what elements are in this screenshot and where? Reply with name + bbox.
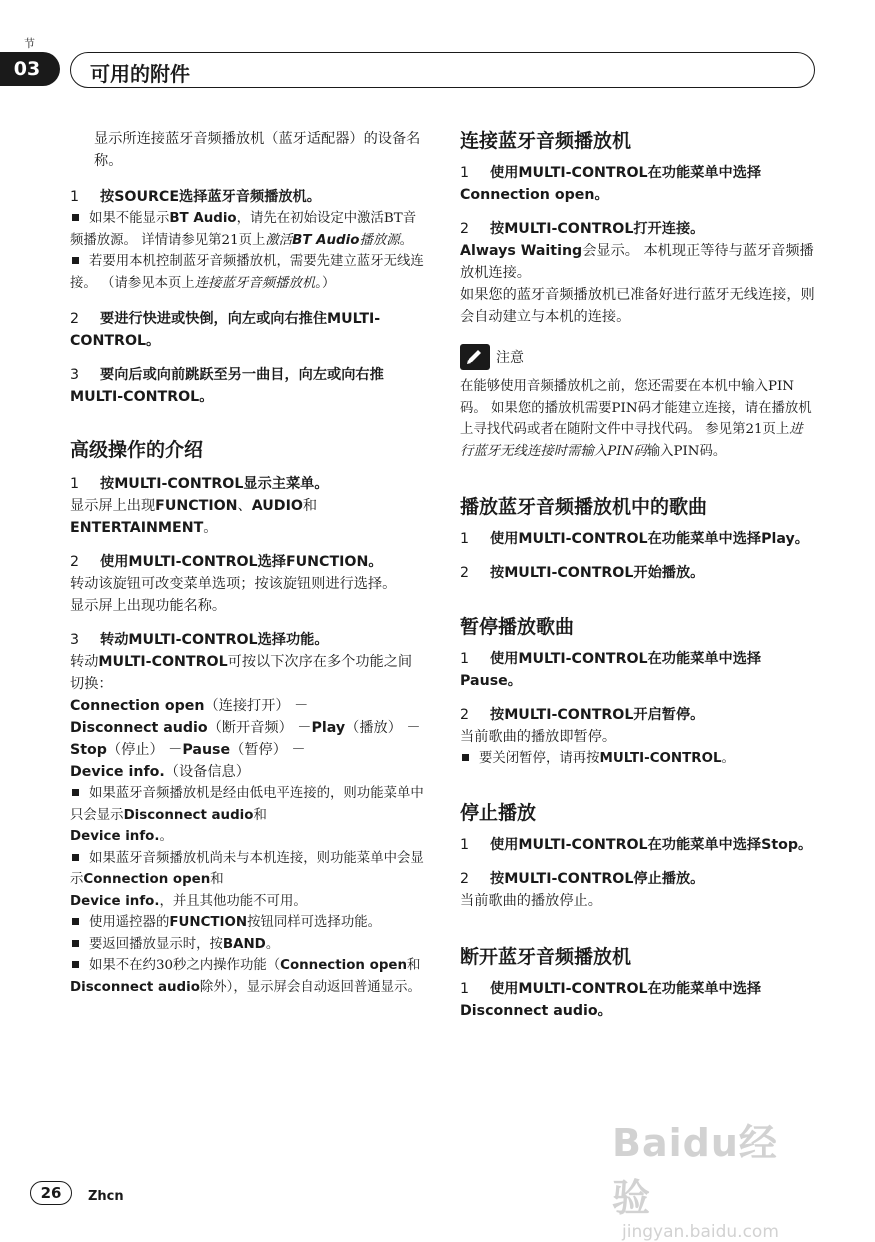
note-timeout: 如果不在约30秒之内操作功能（Connection open和Disconnect audio除外），显示屏会自动返回普通显示。	[70, 958, 421, 995]
step-open-connection: 2 按MULTI-CONTROL打开连接。	[460, 221, 705, 237]
function-sequence: Connection open（连接打开） － Disconnect audio（断开音频） －Play（播放） －Stop（停止） －Pause（暂停） － Device info.（设备信息）	[70, 698, 421, 780]
note-band: 要返回播放显示时，按BAND。	[70, 934, 425, 956]
section-label: 节	[24, 37, 35, 50]
heading-play: 播放蓝牙音频播放机中的歌曲	[460, 496, 708, 518]
bullet-icon	[462, 754, 469, 761]
bullet-icon	[72, 214, 79, 221]
step-select-play: 1 使用MULTI-CONTROL在功能菜单中选择Play。	[460, 531, 809, 547]
note-label: 注意	[496, 350, 524, 366]
note-connect-first: 若要用本机控制蓝牙音频播放机，需要先建立蓝牙无线连接。 （请参见本页上连接蓝牙音频播放机。）	[70, 254, 424, 291]
auto-connect-desc: 如果您的蓝牙音频播放机已准备好进行蓝牙无线连接，则会自动建立与本机的连接。	[460, 287, 815, 325]
heading-pause: 暂停播放歌曲	[460, 616, 575, 638]
main-menu-desc: 显示屏上出现FUNCTION、AUDIO和ENTERTAINMENT。	[70, 498, 318, 536]
watermark-url: jingyan.baidu.com	[622, 1222, 779, 1242]
bullet-icon	[72, 940, 79, 947]
page-number: 26	[30, 1181, 72, 1205]
step-enable-pause: 2 按MULTI-CONTROL开启暂停。	[460, 707, 705, 723]
note-not-connected: 如果蓝牙音频播放机尚未与本机连接，则功能菜单中会显示Connection open和 Device info.，并且其他功能不可用。	[70, 850, 424, 909]
step-main-menu: 1 按MULTI-CONTROL显示主菜单。	[70, 476, 329, 492]
bullet-icon	[72, 789, 79, 796]
step-select-function: 2 使用MULTI-CONTROL选择FUNCTION。	[70, 554, 383, 570]
step-source: 1 按SOURCE选择蓝牙音频播放机。	[70, 189, 321, 205]
heading-connect: 连接蓝牙音频播放机	[460, 130, 632, 152]
step-disconnect-audio: 1 使用MULTI-CONTROL在功能菜单中选择Disconnect audio。	[460, 980, 762, 1019]
bullet-icon	[72, 854, 79, 861]
step-fast-forward: 2 要进行快进或快倒，向左或向右推住MULTI-CONTROL。	[70, 311, 381, 349]
step-stop-play: 2 按MULTI-CONTROL停止播放。	[460, 870, 705, 887]
step-skip-track: 3 要向后或向前跳跃至另一曲目，向左或向右推MULTI-CONTROL。	[70, 367, 384, 405]
function-name-desc: 显示屏上出现功能名称。	[70, 598, 227, 614]
always-waiting-desc: Always Waiting会显示。 本机现正等待与蓝牙音频播放机连接。	[460, 243, 814, 281]
watermark-logo: Baidu经验	[612, 1121, 778, 1220]
step-connection-open: 1 使用MULTI-CONTROL在功能菜单中选择Connection open。	[460, 165, 762, 203]
bullet-icon	[72, 961, 79, 968]
step-turn-select: 3 转动MULTI-CONTROL选择功能。	[70, 632, 329, 648]
section-number-badge: 03	[0, 52, 60, 86]
bullet-icon	[72, 257, 79, 264]
heading-stop: 停止播放	[460, 801, 537, 824]
heading-advanced: 高级操作的介绍	[70, 439, 204, 461]
heading-disconnect: 断开蓝牙音频播放机	[460, 945, 632, 968]
watermark	[612, 1112, 812, 1242]
left-column	[70, 128, 425, 998]
knob-desc: 转动该旋钮可改变菜单选项；按该旋钮则进行选择。	[70, 576, 397, 592]
stopped-desc: 当前歌曲的播放停止。	[460, 892, 602, 909]
cycle-desc: 转动MULTI-CONTROL可按以下次序在多个功能之间切换：	[70, 654, 413, 692]
note-low-level: 如果蓝牙音频播放机是经由低电平连接的，则功能菜单中只会显示Disconnect audio和 Device info.。	[70, 786, 424, 844]
step-select-pause: 1 使用MULTI-CONTROL在功能菜单中选择Pause。	[460, 651, 762, 689]
note-header	[460, 344, 815, 370]
note-pin: 在能够使用音频播放机之前，您还需要在本机中输入PIN码。 如果您的播放机需要PIN码才能建立连接，请在播放机上寻找代码或者在随附文件中寻找代码。 参见第21页上进行蓝牙无线连接时需输入PIN码输入PIN码。	[460, 379, 812, 459]
note-bt-audio: 如果不能显示BT Audio，请先在初始设定中激活BT音频播放源。 详情请参见第21页上激活BT Audio播放源。	[70, 211, 417, 248]
page-title: 可用的附件	[90, 62, 190, 86]
note-unpause: 要关闭暂停，请再按MULTI-CONTROL。	[460, 748, 815, 770]
bullet-icon	[72, 918, 79, 925]
right-column	[460, 128, 815, 1022]
step-select-stop: 1 使用MULTI-CONTROL在功能菜单中选择Stop。	[460, 836, 813, 853]
intro-text: 显示所连接蓝牙音频播放机（蓝牙适配器）的设备名称。	[94, 131, 421, 169]
language-code: Zhcn	[88, 1189, 124, 1204]
note-remote-function: 使用遥控器的FUNCTION按钮同样可选择功能。	[70, 912, 425, 934]
paused-desc: 当前歌曲的播放即暂停。	[460, 729, 617, 745]
step-start-play: 2 按MULTI-CONTROL开始播放。	[460, 565, 705, 581]
pencil-note-icon	[460, 344, 490, 370]
